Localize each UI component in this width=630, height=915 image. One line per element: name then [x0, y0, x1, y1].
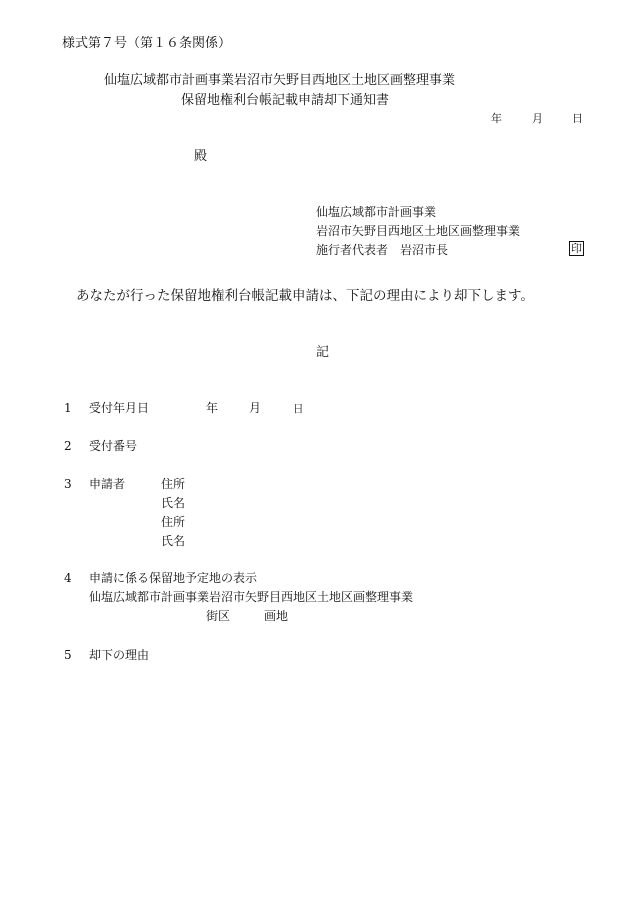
item-1-month: 月	[249, 401, 262, 415]
date-year: 年	[491, 112, 502, 125]
ki-heading: 記	[316, 345, 330, 360]
item-5-label: 却下の理由	[89, 648, 150, 662]
item-3-number: 3	[64, 477, 72, 491]
item-1-label: 受付年月日	[89, 401, 150, 415]
item-5-number: 5	[64, 648, 72, 662]
item-4-number: 4	[64, 571, 72, 585]
addressee-suffix: 殿	[194, 149, 208, 164]
item-2-number: 2	[64, 439, 72, 453]
date-day: 日	[572, 112, 583, 125]
item-4-project: 仙塩広域都市計画事業岩沼市矢野目西地区土地区画整理事業	[89, 590, 414, 604]
item-3-address-2: 住所	[161, 515, 186, 529]
item-2-label: 受付番号	[89, 439, 138, 453]
item-1-day: 日	[293, 403, 304, 415]
date-month: 月	[532, 112, 543, 125]
title-line-2: 保留地権利台帳記載申請却下通知書	[181, 93, 390, 108]
item-3-name-2: 氏名	[161, 534, 186, 548]
item-3-label: 申請者	[89, 477, 126, 491]
title-line-1: 仙塩広域都市計画事業岩沼市矢野目西地区土地区画整理事業	[104, 73, 456, 88]
sender-line-1: 仙塩広域都市計画事業	[316, 205, 437, 219]
item-4-lot: 画地	[264, 609, 289, 623]
item-4-label: 申請に係る保留地予定地の表示	[89, 571, 258, 585]
item-1-number: 1	[64, 401, 72, 415]
item-4-block: 街区	[206, 609, 231, 623]
sender-line-2: 岩沼市矢野目西地区土地区画整理事業	[316, 224, 521, 238]
body-text: あなたが行った保留地権利台帳記載申請は、下記の理由により却下します。	[76, 288, 534, 304]
item-3-address-1: 住所	[161, 477, 186, 491]
item-3-name-1: 氏名	[161, 496, 186, 510]
seal-mark: 印	[571, 242, 582, 255]
form-number: 様式第７号（第１６条関係）	[62, 36, 232, 51]
item-1-year: 年	[206, 401, 219, 415]
sender-line-3: 施行者代表者 岩沼市長	[316, 243, 449, 257]
